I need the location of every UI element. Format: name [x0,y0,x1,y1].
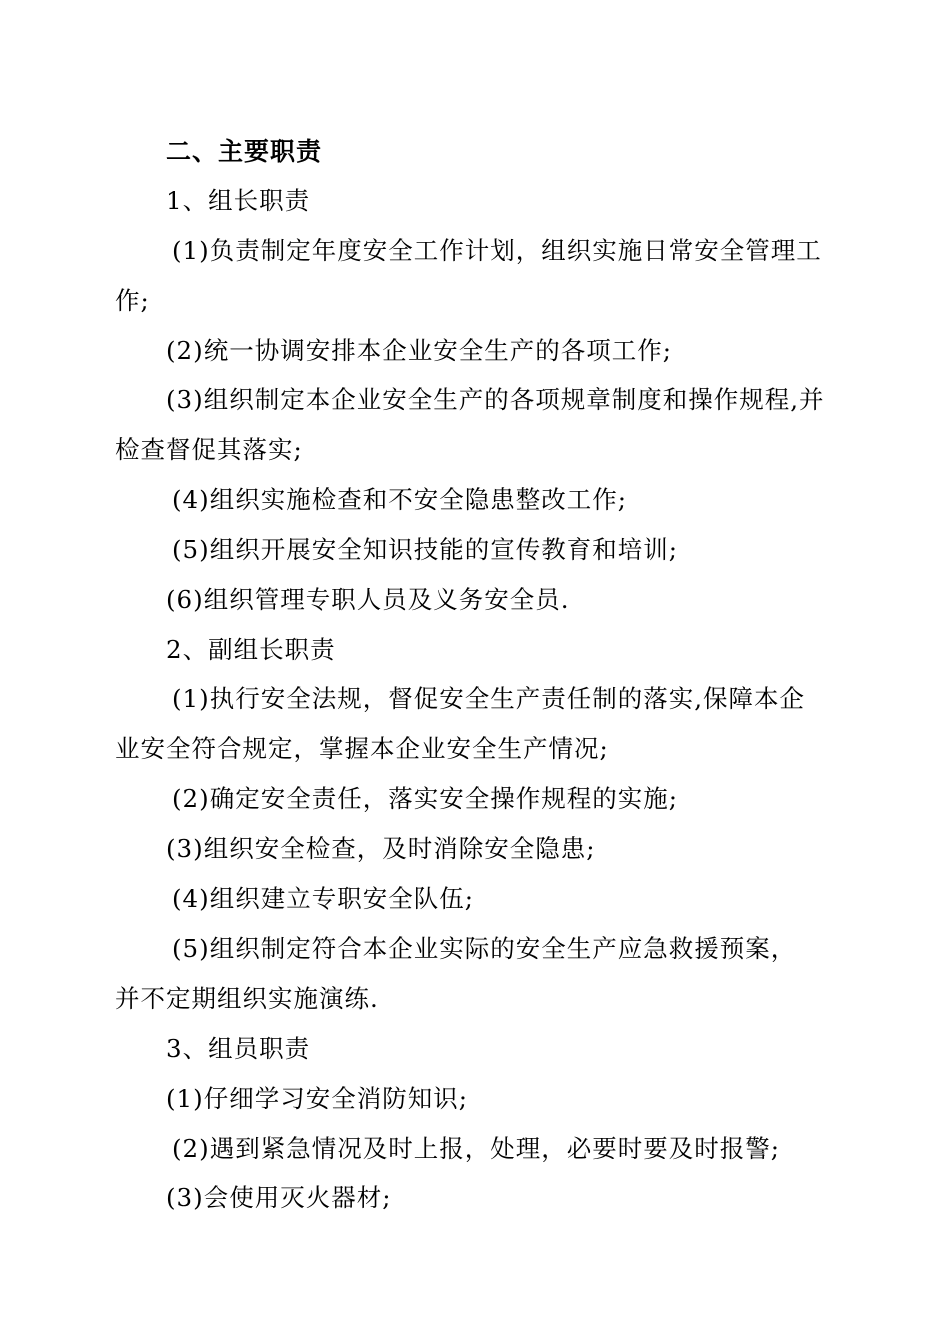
leader-item-2: (2)统一协调安排本企业安全生产的各项工作; [166,336,672,365]
section-heading: 二、主要职责 [166,137,323,166]
member-item-3: (3)会使用灭火器材; [166,1183,392,1212]
deputy-item-1-line-2: 业安全符合规定，掌握本企业安全生产情况; [115,734,609,763]
member-duties-title: 3、组员职责 [166,1034,311,1063]
leader-item-6: (6)组织管理专职人员及义务安全员. [166,585,570,614]
leader-item-1-line-2: 作; [115,286,150,315]
deputy-duties-title: 2、副组长职责 [166,635,336,664]
member-item-1: (1)仔细学习安全消防知识; [166,1084,468,1113]
leader-item-3-line-1: (3)组织制定本企业安全生产的各项规章制度和操作规程,并 [166,385,825,414]
leader-item-1-line-1: (1)负责制定年度安全工作计划，组织实施日常安全管理工 [172,236,822,265]
leader-item-4: (4)组织实施检查和不安全隐患整改工作; [172,485,627,514]
deputy-item-2: (2)确定安全责任，落实安全操作规程的实施; [172,784,678,813]
deputy-item-4: (4)组织建立专职安全队伍; [172,884,474,913]
leader-item-3-line-2: 检查督促其落实; [115,435,303,464]
deputy-item-5-line-2: 并不定期组织实施演练. [115,984,379,1013]
leader-item-5: (5)组织开展安全知识技能的宣传教育和培训; [172,535,678,564]
deputy-item-1-line-1: (1)执行安全法规，督促安全生产责任制的落实,保障本企 [172,684,805,713]
deputy-item-5-line-1: (5)组织制定符合本企业实际的安全生产应急救援预案， [172,934,797,963]
leader-duties-title: 1、组长职责 [166,186,311,215]
member-item-2: (2)遇到紧急情况及时上报，处理，必要时要及时报警; [172,1134,780,1163]
deputy-item-3: (3)组织安全检查，及时消除安全隐患; [166,834,596,863]
